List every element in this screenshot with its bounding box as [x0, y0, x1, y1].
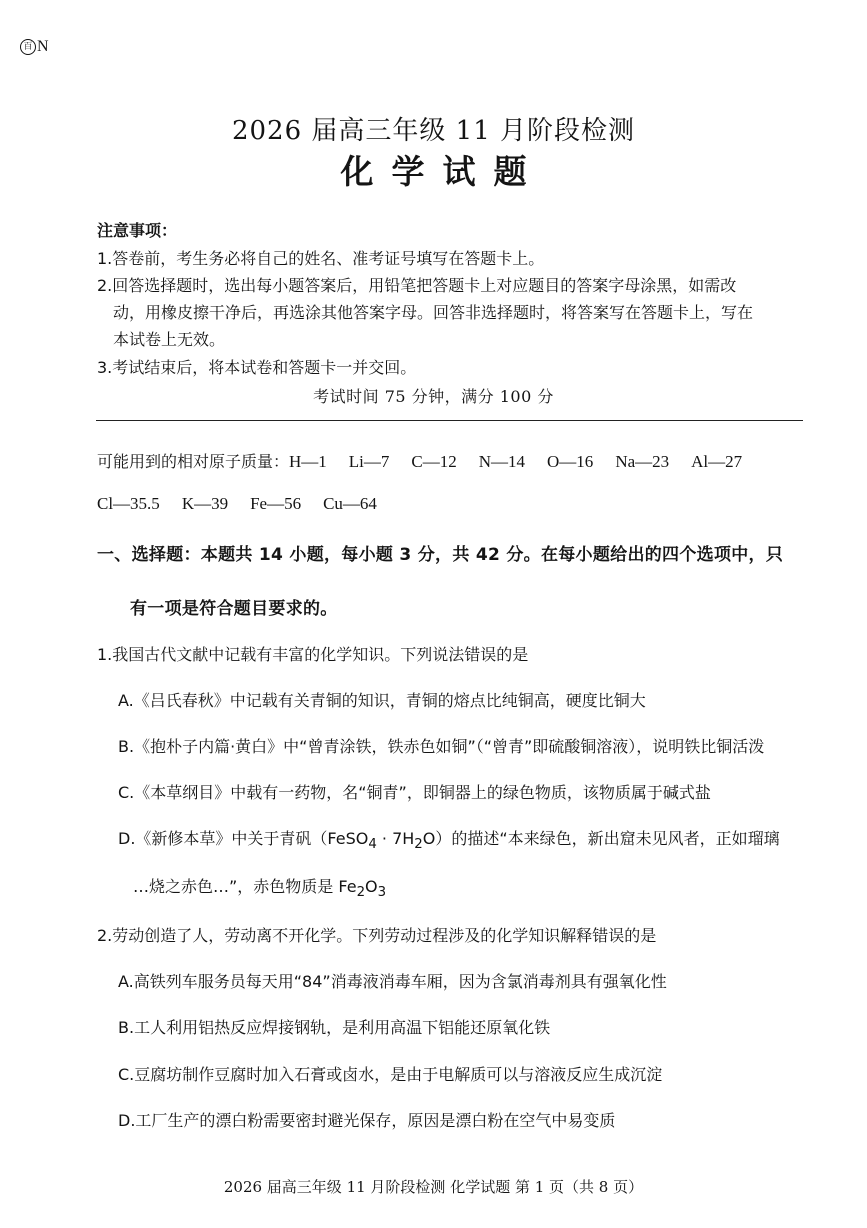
publisher-logo [20, 38, 49, 56]
subject-title: 化学试题 [340, 152, 545, 191]
mass-cl: Cl—35.5 [97, 494, 160, 513]
option-d-text: O [365, 877, 378, 896]
note-item-2: 2.回答选择题时，选出每小题答案后，用铅笔把答题卡上对应题目的答案字母涂黑，如需改 [97, 276, 737, 295]
option-d-text: · 7H [376, 829, 415, 848]
page-footer: 2026 届高三年级 11 月阶段检测 化学试题 第 1 页（共 8 页） [223, 1178, 644, 1196]
mass-na: Na—23 [615, 452, 670, 471]
section-1-header-cont: 有一项是符合题目要求的。 [130, 599, 338, 619]
question-2-option-b: B.工人利用铝热反应焊接钢轨，是利用高温下铝能还原氧化铁 [118, 1018, 551, 1037]
question-1-option-b: B.《抱朴子内篇·黄白》中“曾青涂铁，铁赤色如铜”（“曾青”即硫酸铜溶液），说明铁比铜活泼 [118, 737, 765, 756]
question-1-option-c: C.《本草纲目》中载有一药物，名“铜青”，即铜器上的绿色物质，该物质属于碱式盐 [118, 783, 711, 802]
note-item-1: 1.答卷前，考生务必将自己的姓名、准考证号填写在答题卡上。 [97, 249, 545, 268]
mass-h: H—1 [289, 452, 327, 471]
question-1-option-a: A.《吕氏春秋》中记载有关青铜的知识，青铜的熔点比纯铜高，硬度比铜大 [118, 691, 646, 710]
atomic-masses-row-1 [97, 449, 764, 472]
mass-k: K—39 [181, 494, 229, 513]
question-2-option-a: A.高铁列车服务员每天用“84”消毒液消毒车厢，因为含氯消毒剂具有强氧化性 [118, 972, 667, 991]
mass-cu: Cu—64 [323, 494, 377, 513]
logo-letter: N [37, 38, 49, 55]
mass-n: N—14 [478, 452, 526, 471]
atomic-masses-row-2 [97, 494, 399, 514]
question-2-stem: 2.劳动创造了人，劳动离不开化学。下列劳动过程涉及的化学知识解释错误的是 [97, 926, 657, 945]
question-1-stem: 1.我国古代文献中记载有丰富的化学知识。下列说法错误的是 [97, 645, 529, 664]
note-item-2-cont2: 本试卷上无效。 [113, 330, 226, 349]
note-item-2-cont: 动，用橡皮擦干净后，再选涂其他答案字母。回答非选择题时，将答案写在答题卡上，写在 [113, 303, 754, 322]
notes-heading: 注意事项： [97, 221, 178, 240]
option-d-text: D.《新修本草》中关于青矾（FeSO [118, 829, 369, 848]
option-d-text: …烧之赤色…”，赤色物质是 Fe [133, 877, 357, 896]
mass-li: Li—7 [348, 452, 390, 471]
atomic-masses-label: 可能用到的相对原子质量： [97, 452, 290, 471]
question-1-option-d-cont [133, 874, 386, 900]
mass-o: O—16 [547, 452, 594, 471]
subscript: 2 [356, 885, 366, 901]
question-1-option-d [118, 826, 780, 852]
mass-c: C—12 [411, 452, 457, 471]
logo-circle-icon: 百 [20, 39, 36, 55]
subscript: 2 [414, 837, 423, 853]
subscript: 3 [377, 885, 387, 901]
option-d-text: O）的描述“本来绿色，新出窟未见风者，正如瑠璃 [422, 829, 780, 848]
question-2-option-d: D.工厂生产的漂白粉需要密封避光保存，原因是漂白粉在空气中易变质 [118, 1111, 616, 1130]
section-1-header: 一、选择题：本题共 14 小题，每小题 3 分，共 42 分。在每小题给出的四个选项中，只 [97, 545, 784, 565]
exam-time-score: 考试时间 75 分钟，满分 100 分 [313, 387, 554, 406]
mass-al: Al—27 [691, 452, 743, 471]
mass-fe: Fe—56 [250, 494, 302, 513]
subscript: 4 [368, 837, 377, 853]
note-item-3: 3.考试结束后，将本试卷和答题卡一并交回。 [97, 358, 417, 377]
divider-line [96, 420, 803, 421]
exam-title: 2026 届高三年级 11 月阶段检测 [231, 116, 636, 146]
question-2-option-c: C.豆腐坊制作豆腐时加入石膏或卤水，是由于电解质可以与溶液反应生成沉淀 [118, 1065, 663, 1084]
